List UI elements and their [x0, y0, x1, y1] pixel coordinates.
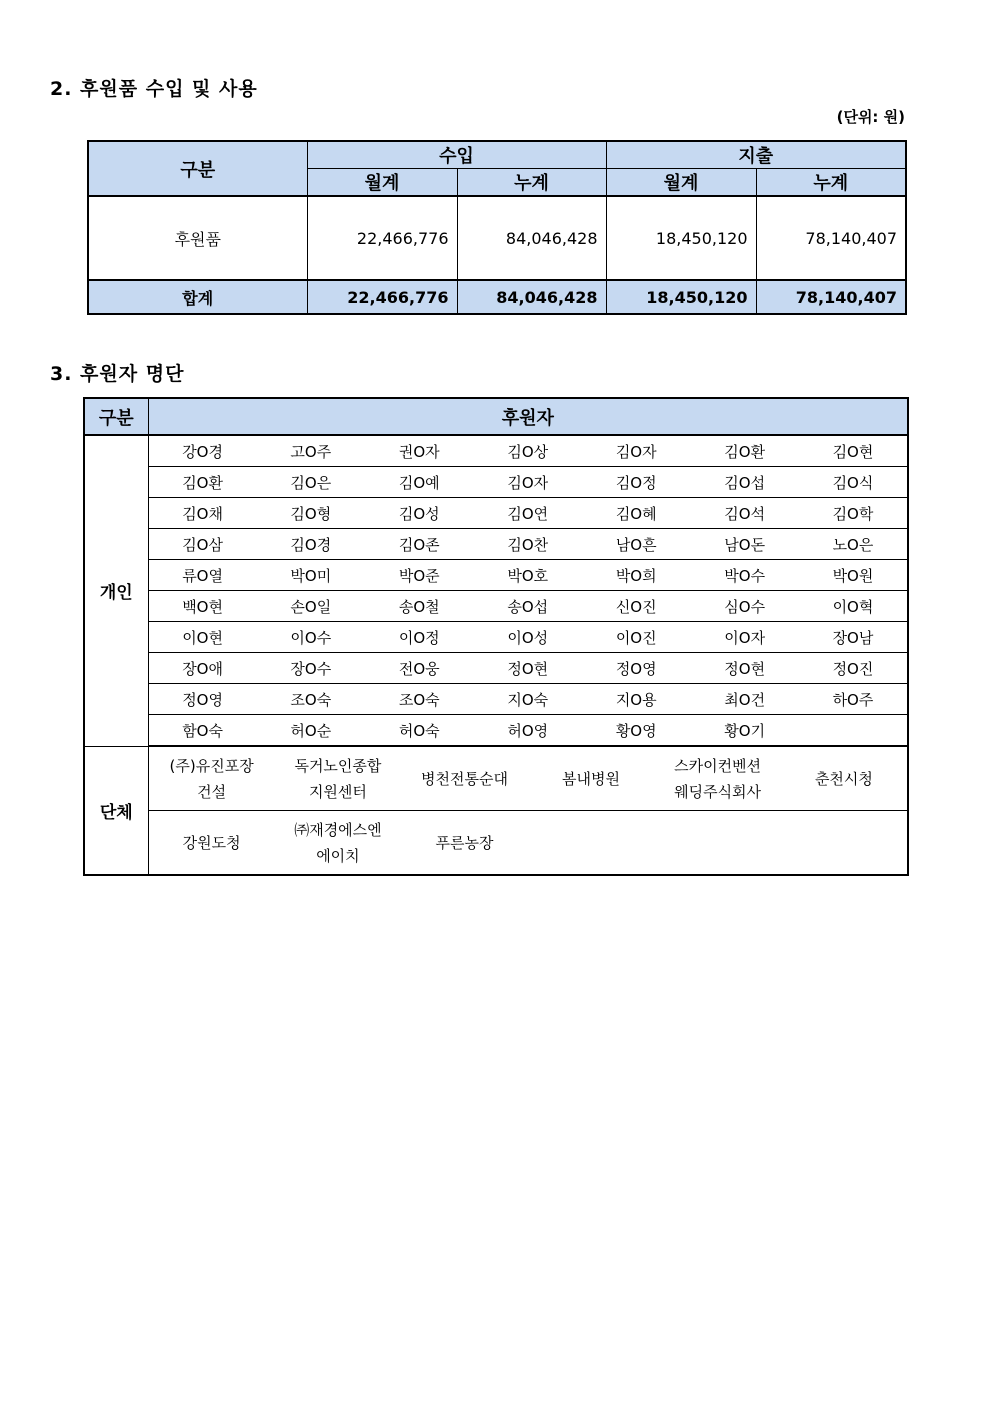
- donor-name-cell: 김O예: [365, 467, 473, 498]
- total-income-monthly: 22,466,776: [307, 280, 457, 314]
- donation-goods-table: [87, 140, 907, 315]
- donor-name-cell: 정O현: [474, 653, 582, 684]
- donor-name-cell: 김O은: [257, 467, 365, 498]
- donor-name-cell: 이O자: [690, 622, 798, 653]
- donor-name-cell: 김O식: [799, 467, 908, 498]
- donor-name-cell: 지O숙: [474, 684, 582, 715]
- group-donor-cell: [401, 746, 528, 811]
- donor-name-cell: 김O형: [257, 498, 365, 529]
- donor-name-cell: 조O숙: [365, 684, 473, 715]
- individual-donor-row: [84, 529, 908, 560]
- donor-name-cell: 김O환: [148, 467, 256, 498]
- group-donor-name-line: 독거노인종합: [294, 756, 382, 775]
- donor-name-cell: 장O남: [799, 622, 908, 653]
- donor-name-cell: 노O은: [799, 529, 908, 560]
- donor-name-cell: 박O호: [474, 560, 582, 591]
- group-donor-name-line: 봄내병원: [562, 769, 620, 788]
- group-donor-name-line: 강원도청: [182, 833, 241, 852]
- category-individual: 개인: [84, 435, 148, 746]
- donor-name-cell: 정O영: [582, 653, 690, 684]
- donor-header-donors: 후원자: [148, 398, 908, 435]
- group-donor-name-line: 웨딩주식회사: [674, 782, 762, 801]
- donor-name-cell: 정O현: [690, 653, 798, 684]
- total-expense-monthly: 18,450,120: [606, 280, 756, 314]
- donor-name-cell: 허O영: [474, 715, 582, 747]
- group-donor-name-line: ㈜재경에스엔: [294, 820, 382, 839]
- group-donor-cell: [275, 746, 402, 811]
- donor-name-cell: [799, 715, 908, 747]
- group-donor-row: [84, 746, 908, 811]
- individual-donor-row: [84, 715, 908, 747]
- donor-name-cell: 황O영: [582, 715, 690, 747]
- donor-name-cell: 김O환: [690, 435, 798, 467]
- individual-donor-row: [84, 435, 908, 467]
- header-expense-monthly: 월계: [606, 169, 756, 197]
- expense-cumulative-value: 78,140,407: [756, 196, 906, 280]
- group-donor-cell: [148, 746, 275, 811]
- donor-name-cell: 남O흔: [582, 529, 690, 560]
- donor-name-cell: 손O일: [257, 591, 365, 622]
- donor-name-cell: 김O경: [257, 529, 365, 560]
- donor-name-cell: 이O혁: [799, 591, 908, 622]
- donor-name-cell: 이O정: [365, 622, 473, 653]
- donor-name-cell: 정O진: [799, 653, 908, 684]
- donor-name-cell: 박O원: [799, 560, 908, 591]
- group-donor-name-line: 지원센터: [308, 782, 367, 801]
- group-donor-name-line: (주)유진포장: [169, 756, 254, 775]
- donor-header-category: 구분: [84, 398, 148, 435]
- donor-name-cell: 이O수: [257, 622, 365, 653]
- donor-name-cell: 김O정: [582, 467, 690, 498]
- donor-name-cell: 김O성: [365, 498, 473, 529]
- donor-name-cell: 고O주: [257, 435, 365, 467]
- expense-monthly-value: 18,450,120: [606, 196, 756, 280]
- group-donor-cell: [148, 811, 275, 876]
- donor-name-cell: 지O용: [582, 684, 690, 715]
- group-donor-cell: [654, 811, 781, 876]
- donor-name-cell: 심O수: [690, 591, 798, 622]
- donor-name-cell: 김O섭: [690, 467, 798, 498]
- donor-name-cell: 박O미: [257, 560, 365, 591]
- donor-list-table: [83, 397, 909, 876]
- group-donor-row: [84, 811, 908, 876]
- group-donor-name-line: 건설: [197, 782, 227, 801]
- total-label: 합계: [88, 280, 307, 314]
- donor-name-cell: 김O채: [148, 498, 256, 529]
- donor-name-cell: 김O존: [365, 529, 473, 560]
- header-income: 수입: [307, 141, 606, 169]
- donor-name-cell: 권O자: [365, 435, 473, 467]
- category-group: 단체: [84, 746, 148, 875]
- header-income-monthly: 월계: [307, 169, 457, 197]
- donor-name-cell: 신O진: [582, 591, 690, 622]
- donor-name-cell: 허O숙: [365, 715, 473, 747]
- group-donor-name-line: 춘천시청: [814, 769, 873, 788]
- group-donor-cell: [528, 746, 655, 811]
- donor-name-cell: 황O기: [690, 715, 798, 747]
- unit-label: (단위: 원): [836, 108, 905, 126]
- section-title-donation-goods: 2. 후원품 수입 및 사용: [50, 78, 258, 100]
- donor-name-cell: 장O수: [257, 653, 365, 684]
- donor-name-cell: 하O주: [799, 684, 908, 715]
- donor-name-cell: 송O섭: [474, 591, 582, 622]
- donor-name-cell: 이O현: [148, 622, 256, 653]
- header-income-cumulative: 누계: [457, 169, 606, 197]
- donor-name-cell: 정O영: [148, 684, 256, 715]
- donor-name-cell: 백O현: [148, 591, 256, 622]
- header-expense-cumulative: 누계: [756, 169, 906, 197]
- donor-name-cell: 조O숙: [257, 684, 365, 715]
- group-donor-cell: [275, 811, 402, 876]
- donor-name-cell: 김O연: [474, 498, 582, 529]
- group-donor-cell: [528, 811, 655, 876]
- row-label: 후원품: [88, 196, 307, 280]
- donor-name-cell: 함O숙: [148, 715, 256, 747]
- individual-donor-row: [84, 622, 908, 653]
- donor-name-cell: 김O찬: [474, 529, 582, 560]
- donor-name-cell: 최O건: [690, 684, 798, 715]
- group-donor-cell: [401, 811, 528, 876]
- donor-name-cell: 김O학: [799, 498, 908, 529]
- individual-donor-row: [84, 653, 908, 684]
- donor-name-cell: 박O희: [582, 560, 690, 591]
- group-donor-cell: [654, 746, 781, 811]
- donor-name-cell: 이O성: [474, 622, 582, 653]
- donor-name-cell: 김O석: [690, 498, 798, 529]
- donor-name-cell: 김O상: [474, 435, 582, 467]
- donor-name-cell: 박O준: [365, 560, 473, 591]
- donor-name-cell: 강O경: [148, 435, 256, 467]
- total-income-cumulative: 84,046,428: [457, 280, 606, 314]
- section-title-donor-list: 3. 후원자 명단: [50, 363, 185, 385]
- donor-name-cell: 류O열: [148, 560, 256, 591]
- header-category: 구분: [88, 141, 307, 196]
- donor-name-cell: 전O웅: [365, 653, 473, 684]
- individual-donor-row: [84, 684, 908, 715]
- group-donor-cell: [781, 811, 908, 876]
- group-donor-name-line: 에이치: [316, 846, 360, 865]
- donor-name-cell: 김O혜: [582, 498, 690, 529]
- income-cumulative-value: 84,046,428: [457, 196, 606, 280]
- header-expense: 지출: [606, 141, 906, 169]
- group-donor-cell: [781, 746, 908, 811]
- individual-donor-row: [84, 560, 908, 591]
- individual-donor-row: [84, 467, 908, 498]
- donor-name-cell: 허O순: [257, 715, 365, 747]
- donor-name-cell: 김O자: [582, 435, 690, 467]
- donor-name-cell: 장O애: [148, 653, 256, 684]
- individual-donor-row: [84, 498, 908, 529]
- total-expense-cumulative: 78,140,407: [756, 280, 906, 314]
- income-monthly-value: 22,466,776: [307, 196, 457, 280]
- donor-name-cell: 남O돈: [690, 529, 798, 560]
- group-donor-name-line: 푸른농장: [435, 833, 494, 852]
- group-donor-name-line: 병천전통순대: [421, 769, 508, 788]
- donor-name-cell: 김O현: [799, 435, 908, 467]
- individual-donor-row: [84, 591, 908, 622]
- group-donor-name-line: 스카이컨벤션: [674, 756, 762, 775]
- donor-name-cell: 송O철: [365, 591, 473, 622]
- donor-name-cell: 김O삼: [148, 529, 256, 560]
- donor-name-cell: 김O자: [474, 467, 582, 498]
- donor-name-cell: 이O진: [582, 622, 690, 653]
- donor-name-cell: 박O수: [690, 560, 798, 591]
